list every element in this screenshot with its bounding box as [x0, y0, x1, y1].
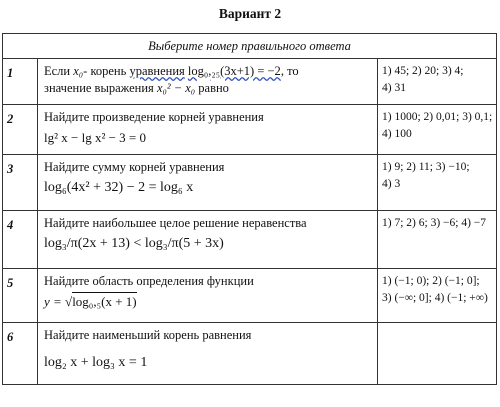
instruction-header: Выберите номер правильного ответа	[3, 34, 497, 59]
answer-option: 3) (−∞; 0];	[382, 291, 432, 304]
inequality-formula: log₃/π(2x + 13) < log₃/π(5 + 3x)	[44, 235, 224, 251]
question-number: 1	[3, 59, 38, 105]
table-row	[3, 269, 497, 323]
equation-formula: log₆(4x² + 32) − 2 = log₆ x	[44, 179, 194, 195]
answer-option: 4) (−1; +∞)	[434, 291, 488, 304]
answer-option: 1) (−1; 0);	[382, 275, 430, 287]
table-row	[3, 211, 497, 269]
expression-formula: x₀² − x₀	[156, 80, 196, 95]
question-text: Найдите наименьший корень равнения log₂ x + log₃ x = 1	[38, 323, 378, 385]
table-row	[3, 59, 497, 105]
answer-options	[378, 105, 497, 155]
equation-formula: lg² x − lg x² − 3 = 0	[44, 129, 147, 145]
answer-option: 1) 9;	[382, 161, 404, 173]
answer-option: 1) 1000;	[382, 111, 421, 123]
answer-option: 2) (−1; 0];	[432, 275, 480, 287]
question-text: Если x₀- корень уравнения log₀,₂₅(3x+1) = −2, то значение выражения x₀² − x₀ равно	[38, 59, 378, 105]
answer-option: 3) 0,1;	[462, 111, 493, 123]
question-text: Найдите произведение корней уравнения lg² x − lg x² − 3 = 0	[38, 105, 378, 155]
question-number: 5	[3, 269, 38, 323]
answer-options	[378, 59, 497, 105]
answer-option: 3) −10;	[435, 161, 470, 173]
question-number: 3	[3, 155, 38, 211]
answer-option: 2) 11;	[406, 161, 434, 173]
table-row	[3, 323, 497, 385]
answer-options	[378, 269, 497, 323]
question-table	[2, 33, 497, 385]
answer-option: 2) 0,01;	[423, 111, 460, 123]
table-row	[3, 105, 497, 155]
answer-options	[378, 211, 497, 269]
question-number: 4	[3, 211, 38, 269]
answer-options	[378, 155, 497, 211]
answer-option: 2) 6;	[406, 217, 428, 229]
answer-options-empty	[378, 323, 497, 385]
table-header-row	[3, 34, 497, 59]
question-text: Найдите область определения функции y = √log₀,₅(x + 1)	[38, 269, 378, 323]
question-number: 6	[3, 323, 38, 385]
answer-option: 4) 100	[382, 127, 412, 140]
answer-option: 2) 20;	[412, 65, 440, 77]
page-title: Вариант 2	[218, 6, 282, 21]
equation-formula: log₂ x + log₃ x = 1	[44, 354, 148, 370]
answer-option: 3) −6;	[430, 217, 459, 229]
answer-option: 4) 31	[382, 81, 406, 94]
answer-option: 4) 3	[382, 177, 401, 190]
answer-option: 1) 7;	[382, 217, 404, 229]
question-text: Найдите сумму корней уравнения log₆(4x² + 32) − 2 = log₆ x	[38, 155, 378, 211]
sqrt-icon: √	[65, 293, 73, 309]
answer-option: 1) 45;	[382, 65, 410, 77]
answer-option: 3) 4;	[442, 65, 464, 77]
function-formula: y = √log₀,₅(x + 1)	[44, 293, 137, 309]
question-number: 2	[3, 105, 38, 155]
equation-formula: log₀,₂₅(3x+1) = −2	[187, 64, 281, 78]
answer-option: 4) −7	[461, 217, 487, 229]
question-text: Найдите наибольшее целое решение неравенства log₃/π(2x + 13) < log₃/π(5 + 3x)	[38, 211, 378, 269]
table-row	[3, 155, 497, 211]
